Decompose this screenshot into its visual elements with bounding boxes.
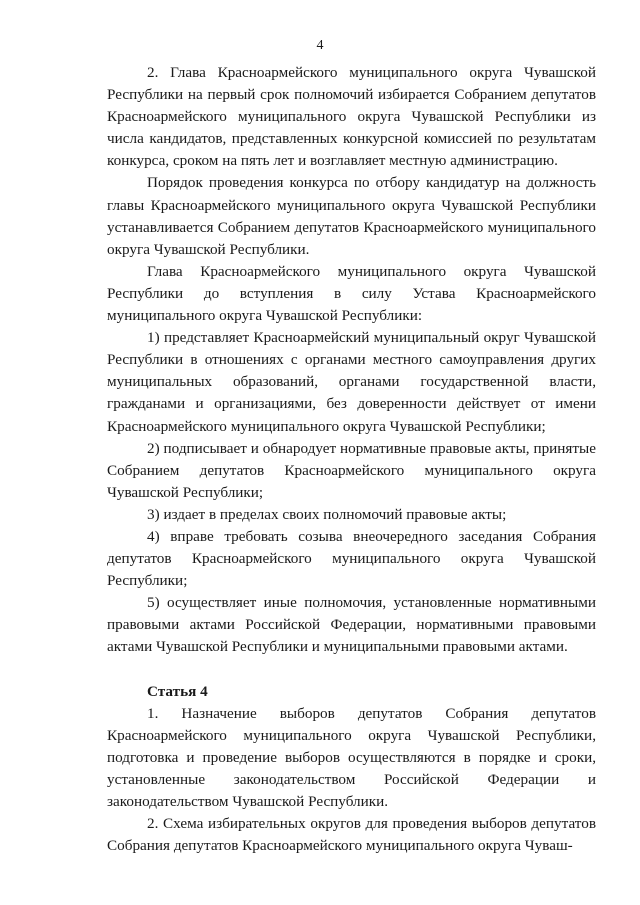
list-item-power-4: 4) вправе требовать созыва внеочередного заседания Собрания депутатов Красноармейского муниципального округа Чувашской Республики; (107, 527, 596, 590)
list-item-power-2: 2) подписывает и обнародует нормативные правовые акты, принятые Собранием депутатов Красноармейского муниципального округа Чувашской Республики; (107, 439, 596, 501)
paragraph-head-powers-intro: Глава Красноармейского муниципального округа Чувашской Республики до вступления в силу Устава Красноармейского муниципального округа Чувашской Республики: (107, 262, 596, 325)
list-item-power-1: 1) представляет Красноармейский муниципальный округ Чувашской Республики в отношениях с органами местного самоуправления других муниципальных образований, органами государственной власти, гражданами и организациями, без доверенности действует от имени Красноармейского муниципального округа Чувашской Республики; (107, 329, 596, 435)
page-number: 4 (316, 38, 324, 53)
paragraph-contest-procedure: Порядок проведения конкурса по отбору кандидатур на должность главы Красноармейского муниципального округа Чувашской Республики устанавливается Собранием депутатов Красноармейского муниципального округа Чувашской Республики. (107, 174, 596, 258)
document-body (107, 62, 596, 857)
paragraph-elections-appointment: 1. Назначение выборов депутатов Собрания депутатов Красноармейского муниципального округа Чувашской Республики, подготовка и проведение выборов осуществляются в порядке и сроки, установленные законодательством Российской Федерации и законодательством Чувашской Республики. (107, 704, 596, 810)
paragraph-electoral-districts: 2. Схема избирательных округов для проведения выборов депутатов Собрания депутатов Красноармейского муниципального округа Чуваш- (107, 815, 596, 855)
list-item-power-3: 3) издает в пределах своих полномочий правовые акты; (147, 505, 507, 523)
article-heading: Статья 4 (147, 682, 208, 700)
paragraph-head-election: 2. Глава Красноармейского муниципального округа Чувашской Республики на первый срок полномочий избирается Собранием депутатов Красноармейского муниципального округа Чувашской Республики из числа кандидатов, представленных конкурсной комиссией по результатам конкурса, сроком на пять лет и возглавляет местную администрацию. (107, 64, 596, 170)
list-item-power-5: 5) осуществляет иные полномочия, установленные нормативными правовыми актами Российской Федерации, нормативными правовыми актами Чувашской Республики и муниципальными правовыми актами. (107, 594, 596, 656)
